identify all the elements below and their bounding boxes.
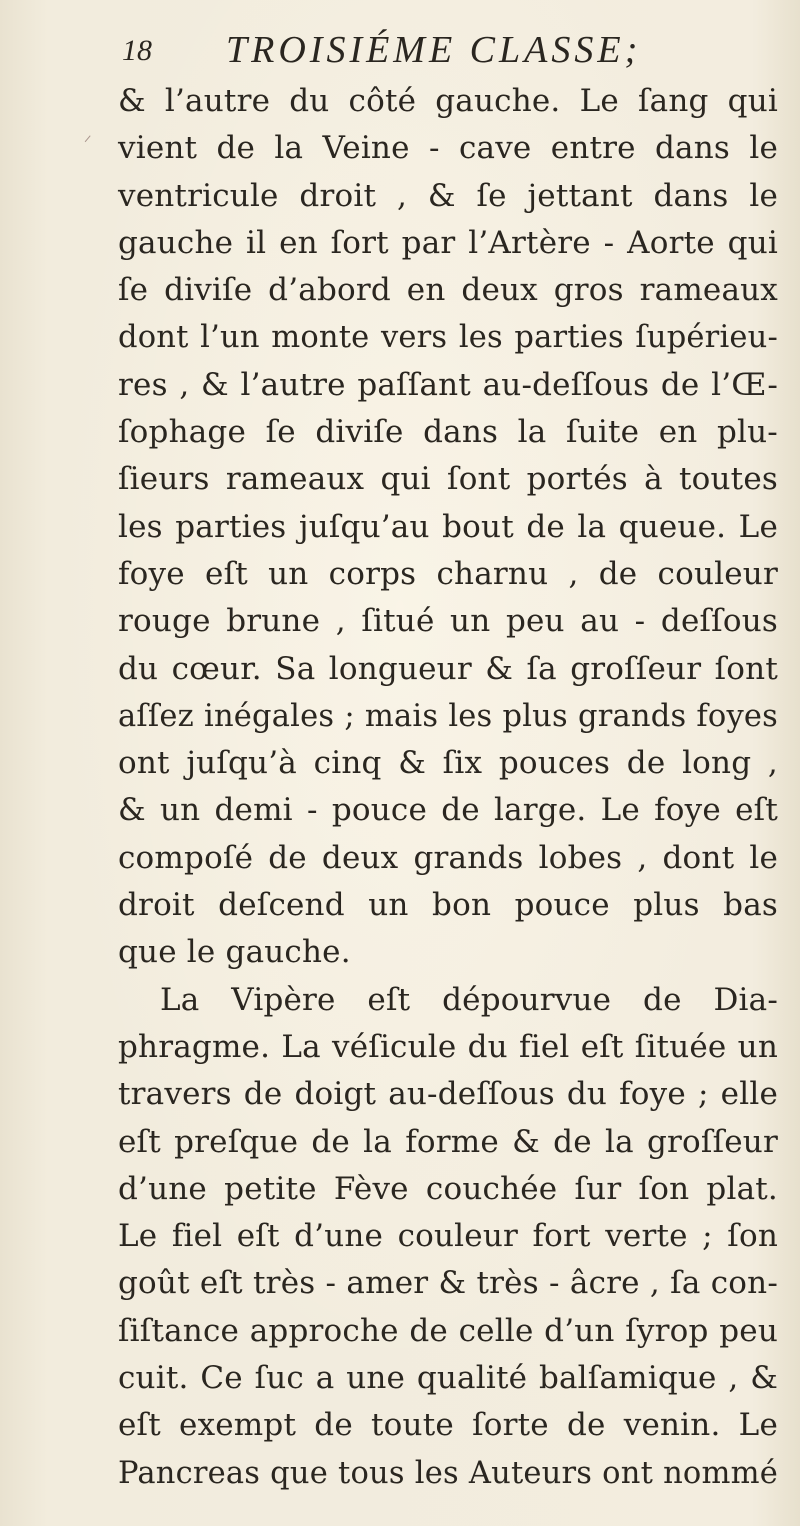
- text-line: Le fiel eſt d’une couleur fort verte ; ſon: [118, 1218, 778, 1255]
- text-line: eſt preſque de la forme & de la groſſeur: [118, 1123, 778, 1160]
- text-line: Pancreas que tous les Auteurs ont nommé: [118, 1455, 778, 1491]
- text-line: res , & l’autre paſſant au-deſſous de l’Œ-: [118, 366, 778, 403]
- text-line: ventricule droit , & ſe jettant dans le: [118, 177, 778, 214]
- text-line: foye eſt un corps charnu , de couleur: [118, 555, 778, 592]
- text-line: dont l’un monte vers les parties ſupérieu-: [118, 320, 778, 356]
- running-head: TROISIÉME CLASSE;: [226, 29, 642, 71]
- text-line: eſt exempt de toute ſorte de venin. Le: [118, 1407, 778, 1444]
- text-line: ſiſtance approche de celle d’un ſyrop peu: [118, 1312, 778, 1349]
- text-line: d’une petite Fève couchée ſur ſon plat.: [118, 1170, 778, 1207]
- body-text: [118, 78, 778, 1497]
- text-line: travers de doigt au-deſſous du foye ; elle: [118, 1076, 778, 1113]
- text-line: phragme. La véſicule du fiel eſt ſituée un: [118, 1028, 778, 1065]
- page-number: 18: [122, 34, 152, 67]
- margin-mark: [85, 135, 99, 148]
- text-line: aſſez inégales ; mais les plus grands foyes: [118, 698, 778, 734]
- paragraph-end-line: que le gauche.: [118, 934, 351, 971]
- text-line: du cœur. Sa longueur & ſa groſſeur ſont: [118, 650, 778, 687]
- text-line: & un demi - pouce de large. Le foye eſt: [118, 792, 778, 829]
- text-line: gauche il en ſort par l’Artère - Aorte qui: [118, 224, 778, 261]
- text-line: rouge brune , ſitué un peu au - deſſous: [118, 603, 778, 640]
- paragraph-start-line: La Vipère eſt dépourvue de Dia-: [160, 981, 778, 1018]
- text-line: les parties juſqu’au bout de la queue. Le: [118, 508, 778, 545]
- text-line: goût eſt très - amer & très - âcre , ſa con-: [118, 1265, 778, 1302]
- text-line: & l’autre du côté gauche. Le ſang qui: [118, 83, 778, 119]
- text-line: cuit. Ce ſuc a une qualité balſamique , &: [118, 1360, 778, 1397]
- text-line: compoſé de deux grands lobes , dont le: [118, 839, 778, 876]
- text-line: ont juſqu’à cinq & ſix pouces de long ,: [118, 745, 778, 782]
- text-line: vient de la Veine - cave entre dans le: [118, 130, 778, 167]
- text-line: ſieurs rameaux qui ſont portés à toutes: [118, 461, 778, 498]
- text-line: ſe diviſe d’abord en deux gros rameaux: [118, 272, 778, 309]
- text-line: droit deſcend un bon pouce plus bas: [118, 887, 778, 924]
- text-line: ſophage ſe diviſe dans la ſuite en plu-: [118, 414, 778, 451]
